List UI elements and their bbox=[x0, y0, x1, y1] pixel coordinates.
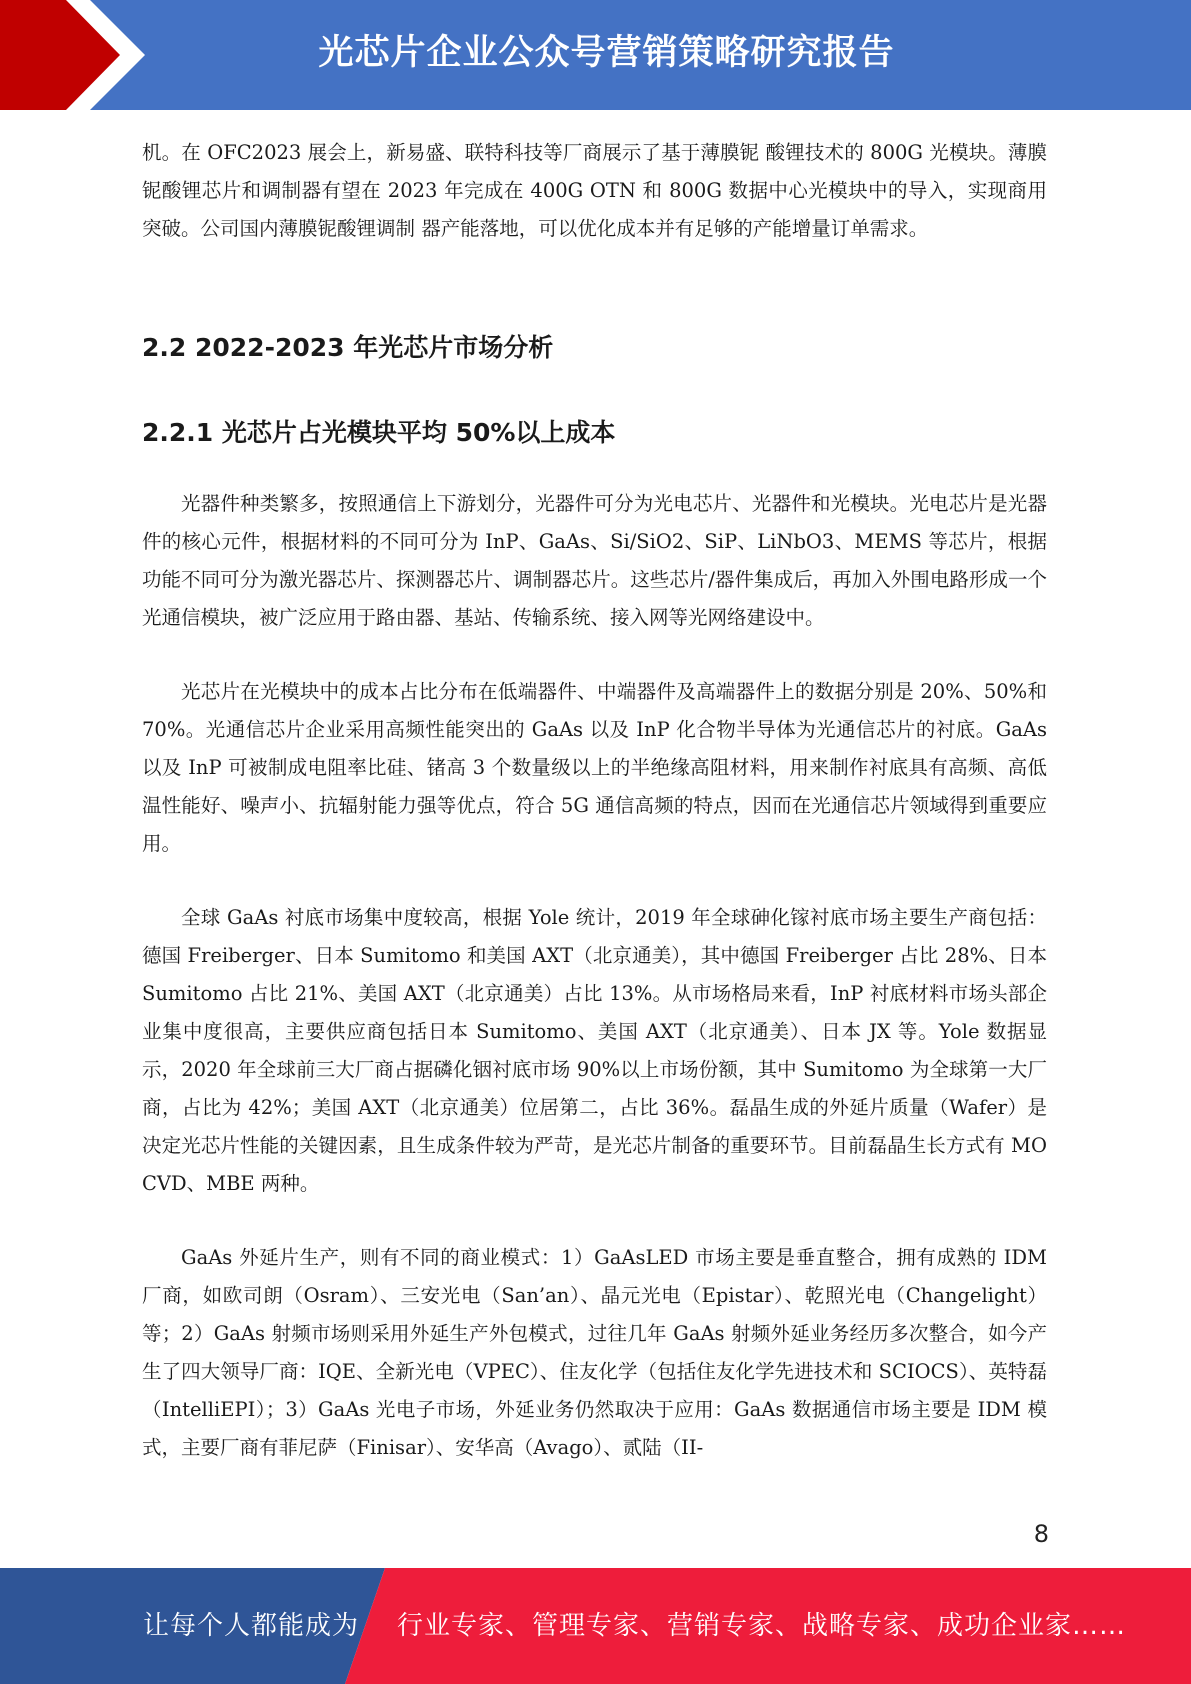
paragraph-2: 光芯片在光模块中的成本占比分布在低端器件、中端器件及高端器件上的数据分别是 20%、50%和 70%。光通信芯片企业采用高频性能突出的 GaAs 以及 InP 化合物半导体为光通信芯片的衬底。GaAs 以及 InP 可被制成电阻率比硅、锗高 3 个数量级以上的半绝缘高阻材料，用来制作衬底具有高频、高低温性能好、噪声小、抗辐射能力强等优点，符合 5G 通信高频的特点，因而在光通信芯片领域得到重要应用。 bbox=[142, 680, 1047, 855]
intro-paragraph: 机。在 OFC2023 展会上，新易盛、联特科技等厂商展示了基于薄膜铌 酸锂技术的 800G 光模块。薄膜铌酸锂芯片和调制器有望在 2023 年完成在 400G OTN 和 800G 数据中心光模块中的导入，实现商用突破。公司国内薄膜铌酸锂调制 器产能落地，可以优化成本并有足够的产能增量订单需求。 bbox=[142, 141, 1047, 240]
section-heading: 2.2 2022-2023 年光芯片市场分析 bbox=[142, 333, 554, 362]
document-body bbox=[142, 134, 1047, 1467]
subsection-heading: 2.2.1 光芯片占光模块平均 50%以上成本 bbox=[142, 418, 616, 447]
report-title: 光芯片企业公众号营销策略研究报告 bbox=[318, 33, 895, 73]
footer-slogan-left: 让每个人都能成为 bbox=[143, 1611, 360, 1641]
header-band bbox=[0, 0, 1191, 110]
footer-band bbox=[0, 1568, 1191, 1684]
paragraph-3: 全球 GaAs 衬底市场集中度较高，根据 Yole 统计，2019 年全球砷化镓衬底市场主要生产商包括：德国 Freiberger、日本 Sumitomo 和美国 AXT（北京通美），其中德国 Freiberger 占比 28%、日本 Sumitomo 占比 21%、美国 AXT（北京通美）占比 13%。从市场格局来看，InP 衬底材料市场头部企业集中度很高，主要供应商包括日本 Sumitomo、美国 AXT（北京通美）、日本 JX 等。Yole 数据显示，2020 年全球前三大厂商占据磷化铟衬底市场 90%以上市场份额，其中 Sumitomo 为全球第一大厂商，占比为 42%；美国 AXT（北京通美）位居第二，占比 36%。磊晶生成的外延片质量（Wafer）是决定光芯片性能的关键因素，且生成条件较为严苛，是光芯片制备的重要环节。目前磊晶生长方式有 MOCVD、MBE 两种。 bbox=[142, 906, 1047, 1195]
footer-slogan-right: 行业专家、管理专家、营销专家、战略专家、成功企业家…… bbox=[397, 1611, 1127, 1641]
paragraph-4: GaAs 外延片生产，则有不同的商业模式：1）GaAsLED 市场主要是垂直整合，拥有成熟的 IDM 厂商，如欧司朗（Osram）、三安光电（San’an）、晶元光电（Epistar）、乾照光电（Changelight）等；2）GaAs 射频市场则采用外延生产外包模式，过往几年 GaAs 射频外延业务经历多次整合，如今产生了四大领导厂商：IQE、全新光电（VPEC）、住友化学（包括住友化学先进技术和 SCIOCS）、英特磊（IntelliEPI）；3）GaAs 光电子市场，外延业务仍然取决于应用：GaAs 数据通信市场主要是 IDM 模式，主要厂商有菲尼萨（Finisar）、安华高（Avago）、贰陆（II- bbox=[142, 1246, 1047, 1459]
page-number: 8 bbox=[1033, 1520, 1049, 1548]
paragraph-1: 光器件种类繁多，按照通信上下游划分，光器件可分为光电芯片、光器件和光模块。光电芯片是光器件的核心元件，根据材料的不同可分为 InP、GaAs、Si/SiO2、SiP、LiNbO3、MEMS 等芯片，根据功能不同可分为激光器芯片、探测器芯片、调制器芯片。这些芯片/器件集成后，再加入外围电路形成一个光通信模块，被广泛应用于路由器、基站、传输系统、接入网等光网络建设中。 bbox=[142, 492, 1047, 629]
